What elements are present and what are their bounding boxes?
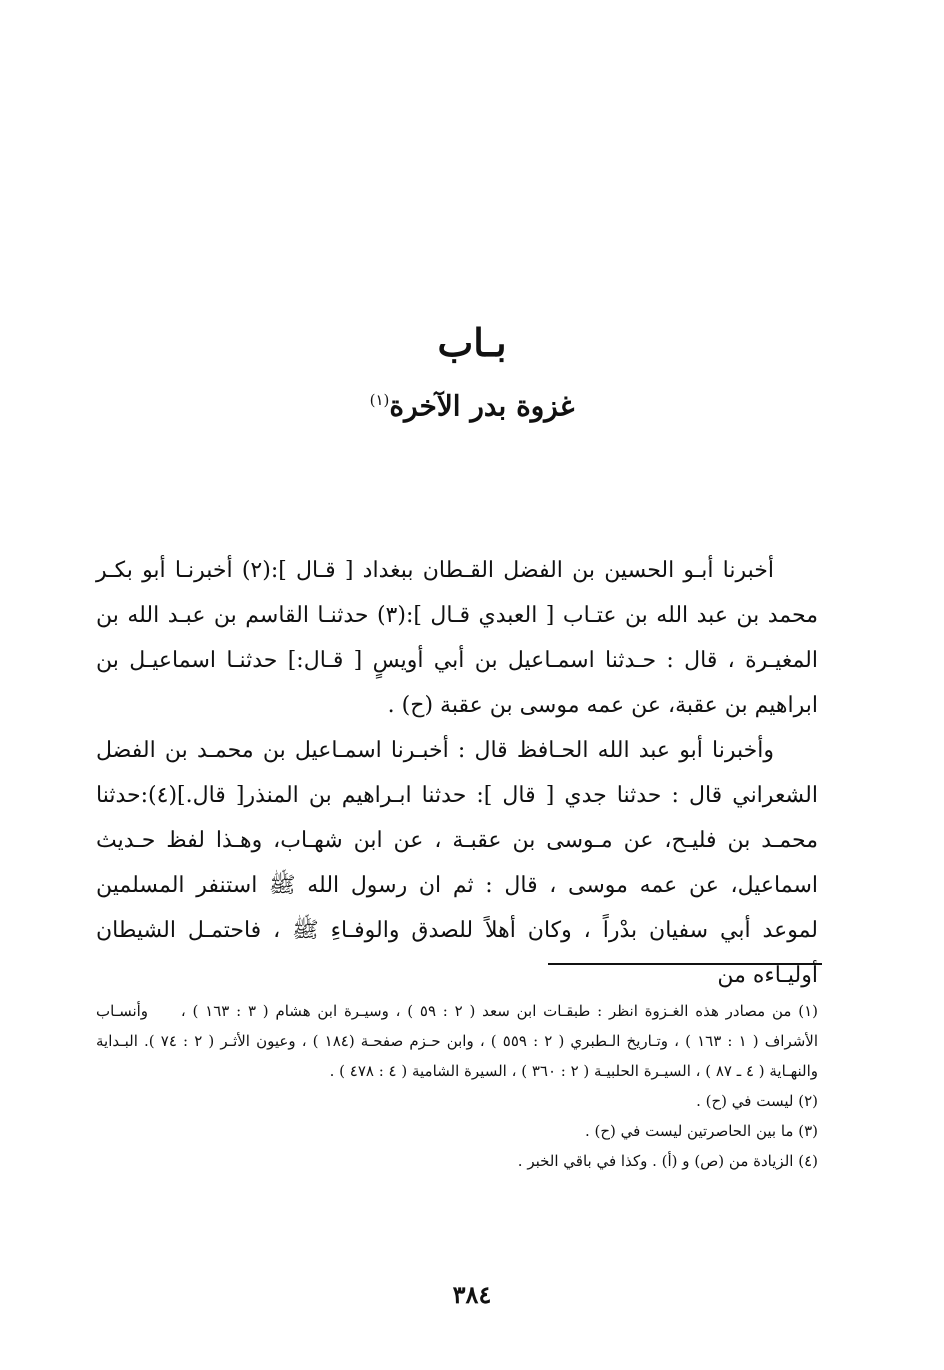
- footnote-3: (٣) ما بين الحاصرتين ليست في (ح) .: [584, 1122, 818, 1140]
- main-text: [96, 548, 818, 998]
- page-number: ٣٨٤: [452, 1280, 492, 1309]
- footnote-1-first: (١) من مصادر هذه الغـزوة انظر : طبقـات ابن سعد ( ٢ : ٥٩ ) ، وسيـرة ابن هشام ( ٣ : ١٦٣ ) ،: [180, 1002, 818, 1020]
- footnotes: [96, 996, 818, 1176]
- chapter-title-footnote-ref: (١): [369, 391, 390, 409]
- footnote-1-rest: وأنسـاب الأشراف ( ١ : ١٦٣ ) ، وتـاريخ الـطبري ( ٢ : ٥٥٩ ) ، وابن حـزم صفحـة (١٨٤ ) ، وعيون الأثـر ( ٢ : ٧٤ ). البـداية والنهـاية ( ٤ ـ ٨٧ ) ، السيـرة الحلبيـة ( ٢ : ٣٦٠ ) ، السيرة الشامية ( ٤ : ٤٧٨ ) .: [96, 1002, 819, 1080]
- footnote-1: [96, 996, 818, 1086]
- footnote-divider: [548, 963, 822, 965]
- footnote-2: (٢) ليست في (ح) .: [696, 1092, 818, 1110]
- paragraph-2: وأخبرنا أبو عبد الله الحـافظ قال : أخبـرنا اسمـاعيل بن محمـد بن الفضل الشعراني قال : حدثنا جدي [ قال ]: حدثنا ابـراهيم بن المنذر[ قال.](٤):حدثنا محمـد بن فليـح، عن مـوسى بن عقبـة ، عن ابن شهـاب، وهـذا لفظ حـديث اسماعيل، عن عمه موسى ، قال : ثم ان رسول الله ﷺ استنفر المسلمين لموعد أبي سفيان بدْراً ، وكان أهلاً للصدق والوفـاءِ ﷺ ، فاحتمـل الشيطان أوليـاءه من: [96, 738, 818, 988]
- footnote-4: (٤) الزيادة من (ص) و (أ) . وكذا في باقي الخبر .: [517, 1152, 818, 1170]
- paragraph-1: أخبرنا أبـو الحسين بن الفضل القـطان ببغداد [ قـال ]:(٢) أخبرنـا أبو بكـر محمد بن عبد الله بن عتـاب [ العبدي قـال ]:(٣) حدثنـا القاسم بن عبـد الله بن المغيـرة ، قال : حـدثنا اسمـاعيل بن أبي أويسٍ [ قـال:] حدثنـا اسماعيـل بن ابراهيم بن عقبة، عن عمه موسى بن عقبة (ح) .: [96, 558, 818, 718]
- chapter-title: [0, 378, 944, 428]
- chapter-title-text: غزوة بدر الآخرة: [389, 389, 575, 423]
- chapter-label: بـاب: [437, 320, 507, 365]
